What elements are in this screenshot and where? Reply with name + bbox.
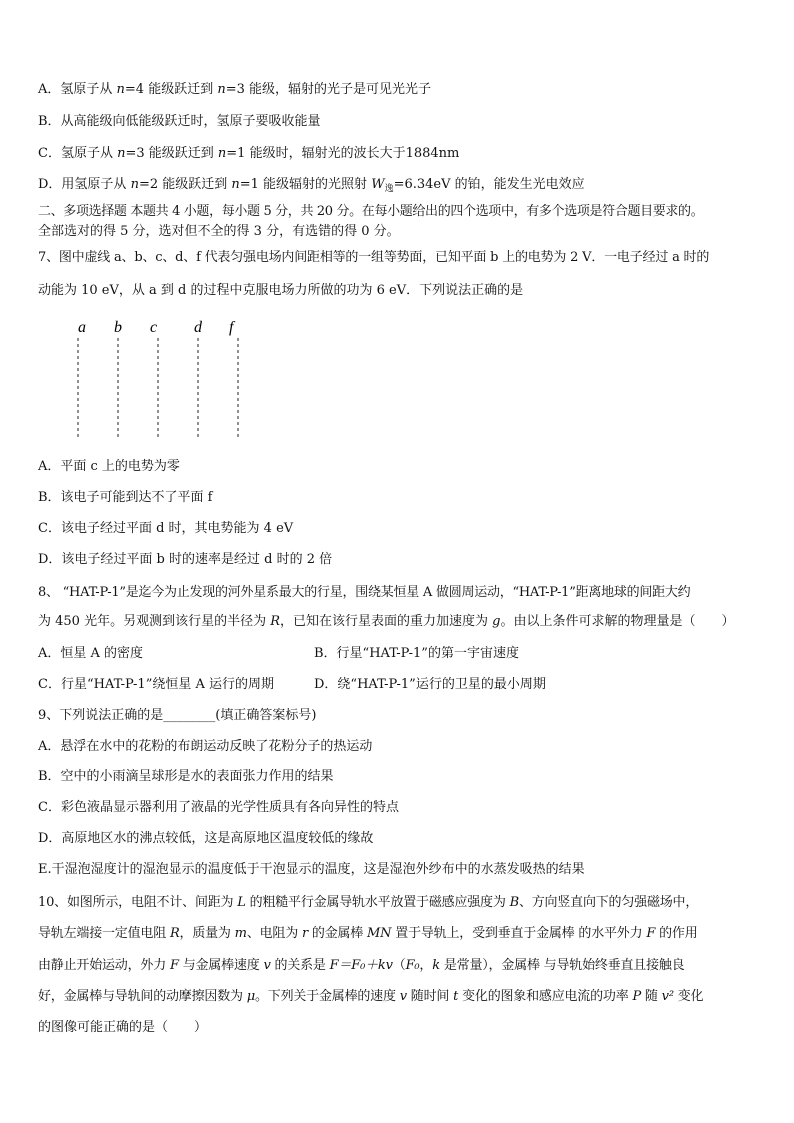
q7-option-a: A．平面 c 上的电势为零 bbox=[38, 459, 180, 474]
q6-option-d: D．用氢原子从 n=2 能级跃迁到 n=1 能级辐射的光照射 $W_逸=6.34eV$ 的铂，能发生光电效应 bbox=[38, 177, 585, 194]
q8-option-b: B．行星“HAT-P-1”的第一宇宙速度 bbox=[314, 646, 519, 661]
q9-option-c: C．彩色液晶显示器利用了液晶的光学性质具有各向异性的特点 bbox=[38, 800, 399, 815]
label-a: a bbox=[78, 319, 86, 336]
q7-option-b: B．该电子可能到达不了平面 f bbox=[38, 490, 213, 505]
label-f: f bbox=[229, 319, 234, 336]
label-c: c bbox=[150, 319, 158, 336]
q9-option-b: B．空中的小雨滴呈球形是水的表面张力作用的结果 bbox=[38, 769, 334, 784]
q7-stem-line1: 7、图中虚线 a、b、c、d、f 代表匀强电场内间距相等的一组等势面，已知平面 b 上的电势为 2 V．一电子经过 a 时的 bbox=[38, 250, 710, 265]
q7-stem-line2: 动能为 10 eV，从 a 到 d 的过程中克服电场力所做的功为 6 eV．下列说法正确的是 bbox=[38, 283, 524, 298]
equipotential-diagram bbox=[60, 312, 260, 444]
label-b: b bbox=[114, 319, 122, 336]
q6-option-a: A．氢原子从 n=4 能级跃迁到 n=3 能级，辐射的光子是可见光光子 bbox=[38, 82, 432, 97]
q8-stem-line1: 8、 “HAT-P-1”是迄今为止发现的河外星系最大的行星，围绕某恒星 A 做圆周运动，“HAT-P-1”距离地球的间距大约 bbox=[38, 585, 691, 600]
q7-option-d: D．该电子经过平面 b 时的速率是经过 d 时的 2 倍 bbox=[38, 552, 333, 567]
q8-stem-line2: 为 450 光年。另观测到该行星的半径为 R，已知在该行星表面的重力加速度为 g。由以上条件可求解的物理量是（ ） bbox=[38, 614, 735, 629]
q8-option-c: C．行星“HAT-P-1”绕恒星 A 运行的周期 bbox=[38, 677, 274, 692]
q9-option-e: E.干湿泡湿度计的湿泡显示的温度低于干泡显示的温度，这是湿泡外纱布中的水蒸发吸热的结果 bbox=[38, 862, 585, 877]
q10-stem-line1: 10、如图所示，电阻不计、间距为 L 的粗糙平行金属导轨水平放置于磁感应强度为 B、方向竖直向下的匀强磁场中， bbox=[38, 895, 699, 910]
q10-stem-line5: 的图像可能正确的是（ ） bbox=[38, 1020, 208, 1035]
q10-stem-line2: 导轨左端接一定值电阻 R，质量为 m、电阻为 r 的金属棒 MN 置于导轨上，受到垂直于金属棒 的水平外力 F 的作用 bbox=[38, 926, 698, 941]
q9-option-a: A．悬浮在水中的花粉的布朗运动反映了花粉分子的热运动 bbox=[38, 739, 373, 754]
q8-option-d: D．绕“HAT-P-1”运行的卫星的最小周期 bbox=[314, 677, 546, 692]
q6-option-c: C．氢原子从 n=3 能级跃迁到 n=1 能级时，辐射光的波长大于1884nm bbox=[38, 146, 460, 161]
q9-option-d: D．高原地区水的沸点较低，这是高原地区温度较低的缘故 bbox=[38, 831, 374, 846]
q8-option-a: A．恒星 A 的密度 bbox=[38, 646, 144, 661]
label-d: d bbox=[194, 319, 202, 336]
q9-stem: 9、下列说法正确的是________(填正确答案标号) bbox=[38, 708, 317, 723]
q6-option-b: B．从高能级向低能级跃迁时，氢原子要吸收能量 bbox=[38, 114, 321, 129]
q10-stem-line4: 好，金属棒与导轨间的动摩擦因数为 μ。下列关于金属棒的速度 v 随时间 t 变化的图象和感应电流的功率 P 随 v² 变化 bbox=[38, 989, 704, 1004]
q10-stem-line3: 由静止开始运动，外力 F 与金属棒速度 v 的关系是 F＝F₀＋kv（F₀，k 是常量），金属棒 与导轨始终垂直且接触良 bbox=[38, 958, 685, 973]
q7-option-c: C．该电子经过平面 d 时，其电势能为 4 eV bbox=[38, 521, 294, 536]
section2-heading-line2: 全部选对的得 5 分，选对但不全的得 3 分，有选错的得 0 分。 bbox=[38, 224, 400, 239]
section2-heading-line1: 二、多项选择题 本题共 4 小题，每小题 5 分，共 20 分。在每小题给出的四个选项中，有多个选项是符合题目要求的。 bbox=[38, 204, 704, 219]
